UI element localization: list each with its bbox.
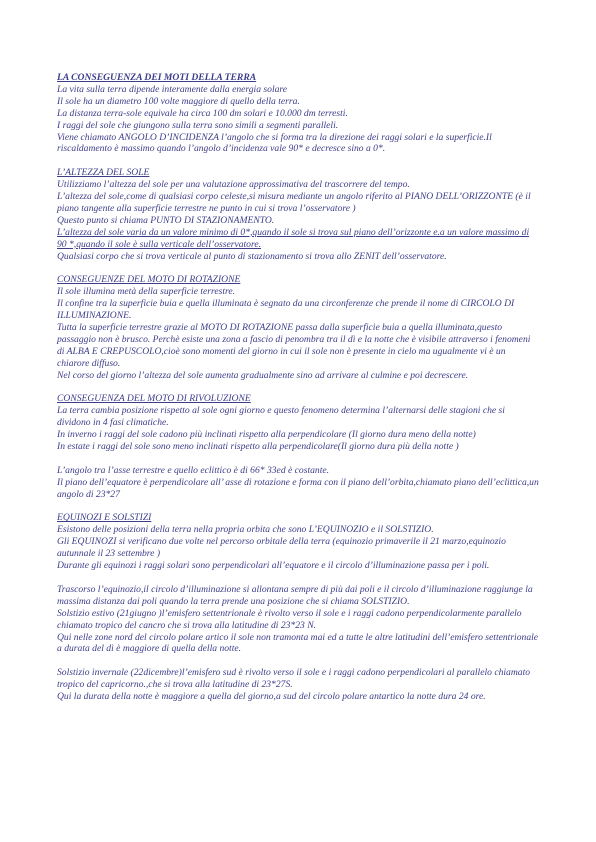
section-altezza-sole (57, 167, 539, 262)
section-heading: EQUINOZI E SOLSTIZI (57, 512, 152, 524)
section-heading: CONSEGUENZE DEL MOTO DI ROTAZIONE (57, 274, 241, 286)
paragraph-line: L’altezza del sole,come di qualsiasi corpo celeste,si misura mediante un angolo riferito al PIANO DELL’ORIZZONTE (è il piano tangente alla superficie terrestre ne punto in cui si trova l’osservatore ) (57, 191, 531, 214)
paragraph-line: L’angolo tra l’asse terrestre e quello eclittico è di 66* 33ed è costante. (57, 464, 330, 476)
paragraph-line: Qui nelle zone nord del circolo polare artico il sole non tramonta mai ed a tutte le altre latitudini dell’emisfero settentrionale a durata del dì è maggiore di quella della notte. (57, 631, 539, 655)
paragraph-line: Utilizziamo l’altezza del sole per una valutazione approssimativa del trascorrere del tempo. (57, 179, 410, 191)
paragraph-line: Questo punto si chiama PUNTO DI STAZIONAMENTO. (57, 214, 275, 226)
paragraph-line: In inverno i raggi del sole cadono più inclinati rispetto alla perpendicolare (Il giorno dura meno della notte) (57, 429, 476, 441)
paragraph-line: La terra cambia posizione rispetto al sole ogni giorno e questo fenomeno determina l’alternarsi delle stagioni che si dividono in 4 fasi climatiche. (57, 405, 505, 429)
paragraph-line: Il confine tra la superficie buia e quella illuminata è segnato da una circonferenze che prende il nome di CIRCOLO DI ILLUMINAZIONE. (57, 298, 515, 322)
paragraph-line: Nel corso del giorno l’altezza del sole aumenta gradualmente sino ad arrivare al culmine e poi decrescere. (57, 369, 469, 381)
paragraph-line: Il piano dell’equatore è perpendicolare all’ asse di rotazione e forma con il piano dell’orbita,chiamato piano dell’eclittica,un angolo di 23*27 (57, 476, 539, 500)
section-heading: L’ALTEZZA DEL SOLE (57, 167, 150, 179)
section-moto-rivoluzione (57, 393, 539, 453)
section-solstizio-invernale (57, 667, 539, 703)
section-heading: LA CONSEGUENZA DEI MOTI DELLA TERRA (57, 72, 257, 83)
section-heading: CONSEGUENZA DEL MOTO DI RIVOLUZIONE (57, 393, 251, 405)
section-solstizio-estivo (57, 584, 539, 655)
paragraph-line: In estate i raggi del sole sono meno inclinati rispetto alla perpendicolare(Il giorno dura più della notte ) (57, 441, 459, 453)
paragraph-line: Il sole ha un diametro 100 volte maggiore di quello della terra. (57, 95, 300, 107)
paragraph-line: L’altezza del sole varia da un valore minimo di 0*,quando il sole si trova sul piano dell’orizzonte e.a un valore massimo di 90 *,quando il sole è sulla verticale dell’osservatore. (57, 226, 530, 250)
document-page (57, 72, 539, 715)
section-asse-terrestre (57, 465, 539, 501)
paragraph-line: Solstizio estivo (21giugno )l’emisfero settentrionale è rivolto verso il sole e i raggi cadono perpendicolarmente parallelo chiamato tropico del cancro che si trova alla latitudine di 23*23 N. (57, 607, 522, 631)
paragraph-line: Gli EQUINOZI si verificano due volte nel percorso orbitale della terra (equinozio primaverile il 21 marzo,equinozio autunnale il 23 settembre ) (57, 536, 506, 560)
paragraph-line: Qualsiasi corpo che si trova verticale al punto di stazionamento si trova allo ZENIT dell’osservatore. (57, 250, 447, 262)
section-equinozi-solstizi (57, 512, 539, 572)
paragraph-line: Il sole illumina metà della superficie terrestre. (57, 286, 236, 298)
section-moto-rotazione (57, 274, 539, 381)
paragraph-line: Solstizio invernale (22dicembre)l’emisfero sud è rivolto verso il sole e i raggi cadono perpendicolari al parallelo chiamato tropico del capricorno.,che si trova alla latitudine di 23*27S. (57, 667, 531, 691)
paragraph-line: Trascorso l’equinozio,il circolo d’illuminazione si allontana sempre di più dai poli e il circolo d’illuminazione raggiunge la massima distanza dai poli quando la terra prende una posizione che si chiama SOLSTIZIO. (57, 583, 533, 607)
paragraph-line: Tutta la superficie terrestre grazie al MOTO DI ROTAZIONE passa dalla superficie buia a quella illuminata,questo passaggio non è brusco. Perchè esiste una zona a fascio di penombra tra il dì e la notte che è visibile attraverso i fenomeni di ALBA E CREPUSCOLO,cioè sono momenti del giorno in cui il sole non è presente in cielo ma ugualmente vi è un chiarore diffuso. (57, 322, 531, 369)
paragraph-line: Qui la durata della notte è maggiore a quella del giorno,a sud del circolo polare antartico la notte dura 24 ore. (57, 691, 486, 703)
paragraph-line: Viene chiamato ANGOLO D’INCIDENZA l’angolo che si forma tra la direzione dei raggi solari e la superficie.Il riscaldamento è massimo quando l’angolo d’incidenza vale 90* e decresce sino a 0*. (57, 131, 492, 155)
paragraph-line: La vita sulla terra dipende interamente dalla energia solare (57, 83, 288, 95)
paragraph-line: Durante gli equinozi i raggi solari sono perpendicolari all’equatore e il circolo d’illuminazione passa per i poli. (57, 560, 490, 572)
section-conseguenza-moti (57, 72, 539, 155)
paragraph-line: La distanza terra-sole equivale ha circa 100 dm solari e 10.000 dm terresti. (57, 107, 348, 119)
paragraph-line: Esistono delle posizioni della terra nella propria orbita che sono L’EQUINOZIO e il SOLSTIZIO. (57, 524, 434, 536)
paragraph-line: I raggi del sole che giungono sulla terra sono simili a segmenti paralleli. (57, 119, 339, 131)
